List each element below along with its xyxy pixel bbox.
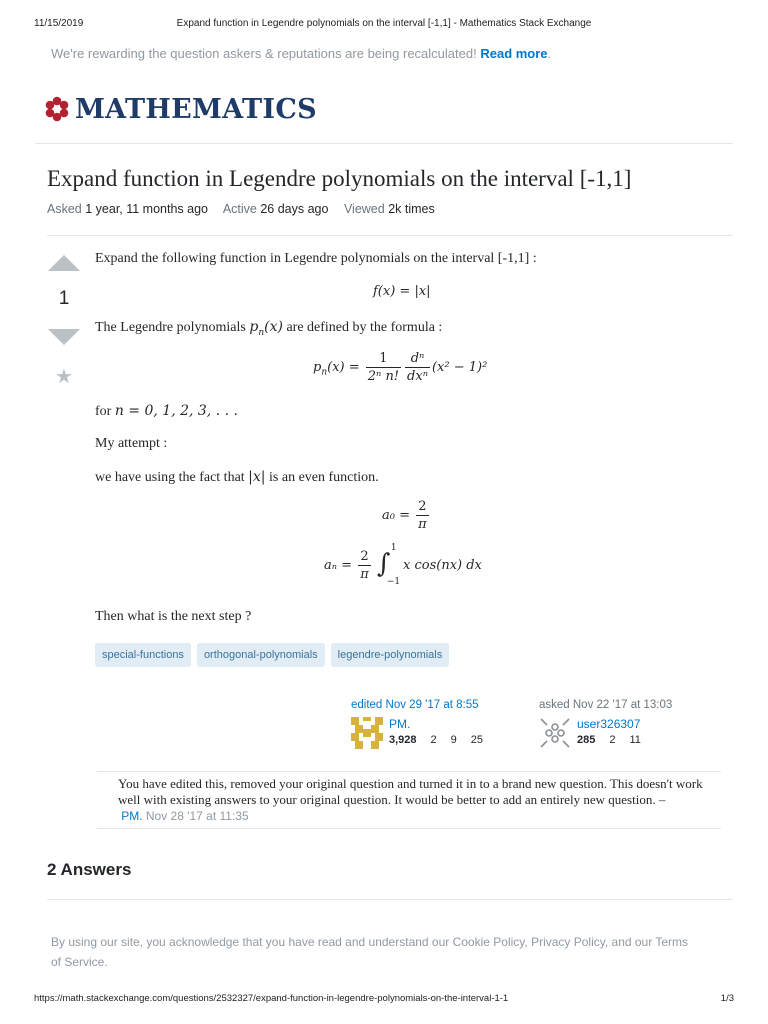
asker-signature (539, 699, 672, 749)
editor-avatar[interactable] (351, 717, 383, 749)
asker-bronze-badges: 11 (629, 734, 641, 746)
comment-date[interactable]: Nov 28 '17 at 11:35 (145, 809, 249, 823)
header-divider (35, 143, 733, 144)
print-doc-title: Expand function in Legendre polynomials on the interval [-1,1] - Mathematics Stack Exchange (176, 18, 592, 29)
asker-reputation: 285 (577, 734, 596, 746)
tag-list (95, 643, 449, 667)
body-paragraph-6: Then what is the next step ? (95, 609, 252, 624)
body-paragraph-4: My attempt : (95, 436, 168, 451)
edited-timestamp[interactable]: edited Nov 29 '17 at 8:55 (351, 699, 479, 711)
question-title[interactable]: Expand function in Legendre polynomials on the interval [-1,1] (47, 166, 632, 191)
meta-asked: Asked 1 year, 11 months ago (47, 202, 209, 216)
body-paragraph-1: Expand the following function in Legendre polynomials on the interval [-1,1] : (95, 251, 537, 266)
editor-silver-badges: 9 (450, 734, 457, 746)
site-name: MATHEMATICS (75, 93, 317, 125)
body-paragraph-2: The Legendre polynomials $p_n(x)$ are defined by the formula : (95, 319, 443, 338)
comment-text: You have edited this, removed your original question and turned it in to a brand new question. This doesn't work well with existing answers to your original question. It would be better to add an entirely new question. – (118, 776, 703, 807)
integral-sign: ∫ 1 −1 (376, 542, 401, 587)
site-logo[interactable] (43, 92, 317, 126)
print-date: 11/15/2019 (34, 18, 84, 29)
fraction-derivative: $\frac{\text{dⁿ}}{\text{dxⁿ}}$ (407, 351, 428, 384)
mathematics-logo-icon (43, 95, 71, 123)
equation-legendre-rodrigues: $p_n(x)$ = $\frac{1}{\text{2ⁿ n!}}$ $\frac{\text{dⁿ}}{\text{dxⁿ}}$ (x² − 1)² (313, 351, 488, 384)
read-more-link[interactable]: Read more (480, 46, 548, 61)
tag-legendre-polynomials[interactable]: legendre-polynomials (331, 643, 450, 667)
print-url: https://math.stackexchange.com/questions/2532327/expand-function-in-legendre-polynomials-on-the-interval-1-1 (34, 993, 509, 1004)
editor-stats (389, 734, 497, 746)
notice-text: We're rewarding the question askers & reputations are being recalculated! (51, 46, 477, 61)
fraction-one-over-2n-nfact: $\frac{1}{\text{2ⁿ n!}}$ (367, 351, 400, 384)
asker-silver-badges: 2 (609, 734, 616, 746)
meta-viewed: Viewed 2k times (343, 202, 435, 216)
favorite-star-icon[interactable]: ★ (55, 366, 73, 388)
body-paragraph-5: we have using the fact that |x| is an even function. (95, 469, 379, 485)
answers-divider (47, 899, 733, 900)
recalculation-notice (51, 46, 551, 61)
comment-user[interactable]: PM. (121, 809, 143, 823)
asker-avatar[interactable] (539, 717, 571, 749)
upvote-arrow-icon[interactable] (48, 255, 80, 271)
tag-orthogonal-polynomials[interactable]: orthogonal-polynomials (197, 643, 325, 667)
answers-header: 2 Answers (47, 860, 132, 879)
editor-reputation: 3,928 (389, 734, 417, 746)
downvote-arrow-icon[interactable] (48, 329, 80, 345)
meta-active: Active 26 days ago (222, 202, 329, 216)
title-divider (47, 235, 733, 236)
vote-count: 1 (58, 288, 70, 309)
editor-username[interactable]: PM. (389, 717, 411, 731)
notice-tail: . (547, 46, 552, 61)
equation-a0: a₀ = $\frac{2}{\pi}$ (382, 499, 427, 532)
body-paragraph-3: for n = 0, 1, 2, 3, . . . (95, 403, 238, 419)
print-page-number: 1/3 (720, 993, 734, 1004)
asker-username[interactable]: user326307 (577, 717, 641, 731)
tag-special-functions[interactable]: special-functions (95, 643, 191, 667)
asker-stats (577, 734, 655, 746)
editor-signature (351, 699, 497, 749)
equation-an: aₙ = $\frac{2}{\pi}$ ∫ 1 −1 x cos(nx) dx (324, 542, 482, 587)
question-meta (47, 202, 447, 216)
equation-f-of-x: f(x) = |x| (373, 284, 431, 299)
comment-divider-bottom (97, 828, 721, 829)
editor-bronze-badges: 25 (470, 734, 484, 746)
question-comment (118, 776, 714, 824)
editor-gold-badges: 2 (430, 734, 437, 746)
vote-cell (44, 255, 84, 387)
comment-divider-top (97, 771, 721, 772)
asked-timestamp: asked Nov 22 '17 at 13:03 (539, 699, 673, 711)
cookie-notice: By using our site, you acknowledge that you have read and understand our Cookie Policy, Privacy Policy, and our Terms of Service. (51, 935, 689, 969)
